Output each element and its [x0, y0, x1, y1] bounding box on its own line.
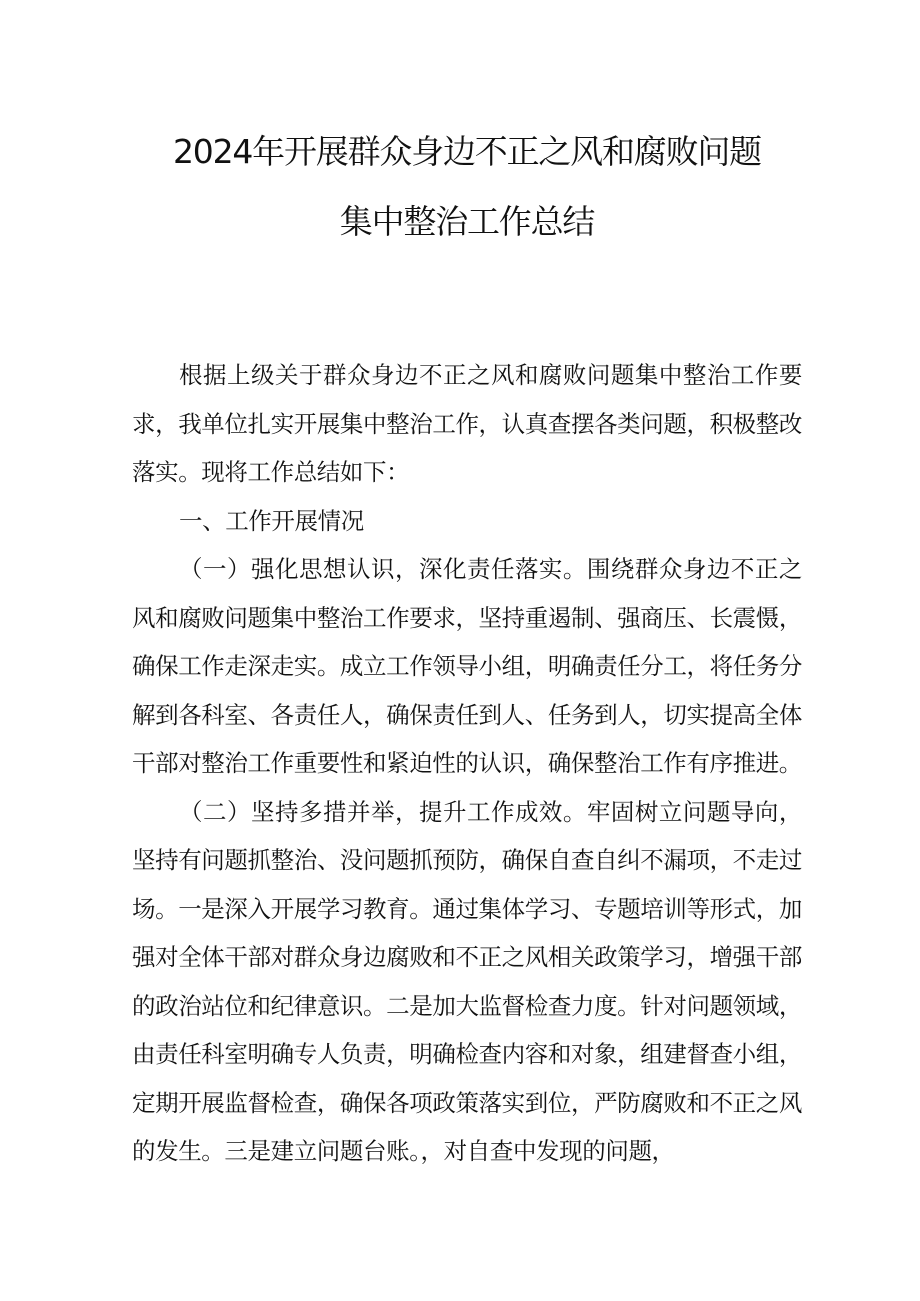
- document-title-line-2: 集中整治工作总结: [339, 202, 595, 241]
- section-heading: 一、工作开展情况: [179, 506, 364, 535]
- body-paragraph-1: （一）强化思想认识，深化责任落实。围绕群众身边不正之风和腐败问题集中整治工作要求，坚持重遏制、强商压、长震慑，确保工作走深走实。成立工作领导小组，明确责任分工，将任务分解到各科室、各责任人，确保责任到人、任务到人，切实提高全体干部对整治工作重要性和紧迫性的认识，确保整治工作有序推进。: [132, 555, 802, 777]
- document-title-line-1: 2024年开展群众身边不正之风和腐败问题: [173, 132, 761, 171]
- body-paragraph-2: （二）坚持多措并举，提升工作成效。牢固树立问题导向，坚持有问题抓整治、没问题抓预防，确保自查自纠不漏项，不走过场。一是深入开展学习教育。通过集体学习、专题培训等形式，加强对全体干部对群众身边腐败和不正之风相关政策学习，增强干部的政治站位和纪律意识。二是加大监督检查力度。针对问题领域，由责任科室明确专人负责，明确检查内容和对象，组建督查小组，定期开展监督检查，确保各项政策落实到位，严防腐败和不正之风的发生。三是建立问题台账。，对自查中发现的问题，: [132, 797, 802, 1165]
- intro-paragraph: 根据上级关于群众身边不正之风和腐败问题集中整治工作要求，我单位扎实开展集中整治工作，认真查摆各类问题，积极整改落实。现将工作总结如下：: [132, 361, 802, 486]
